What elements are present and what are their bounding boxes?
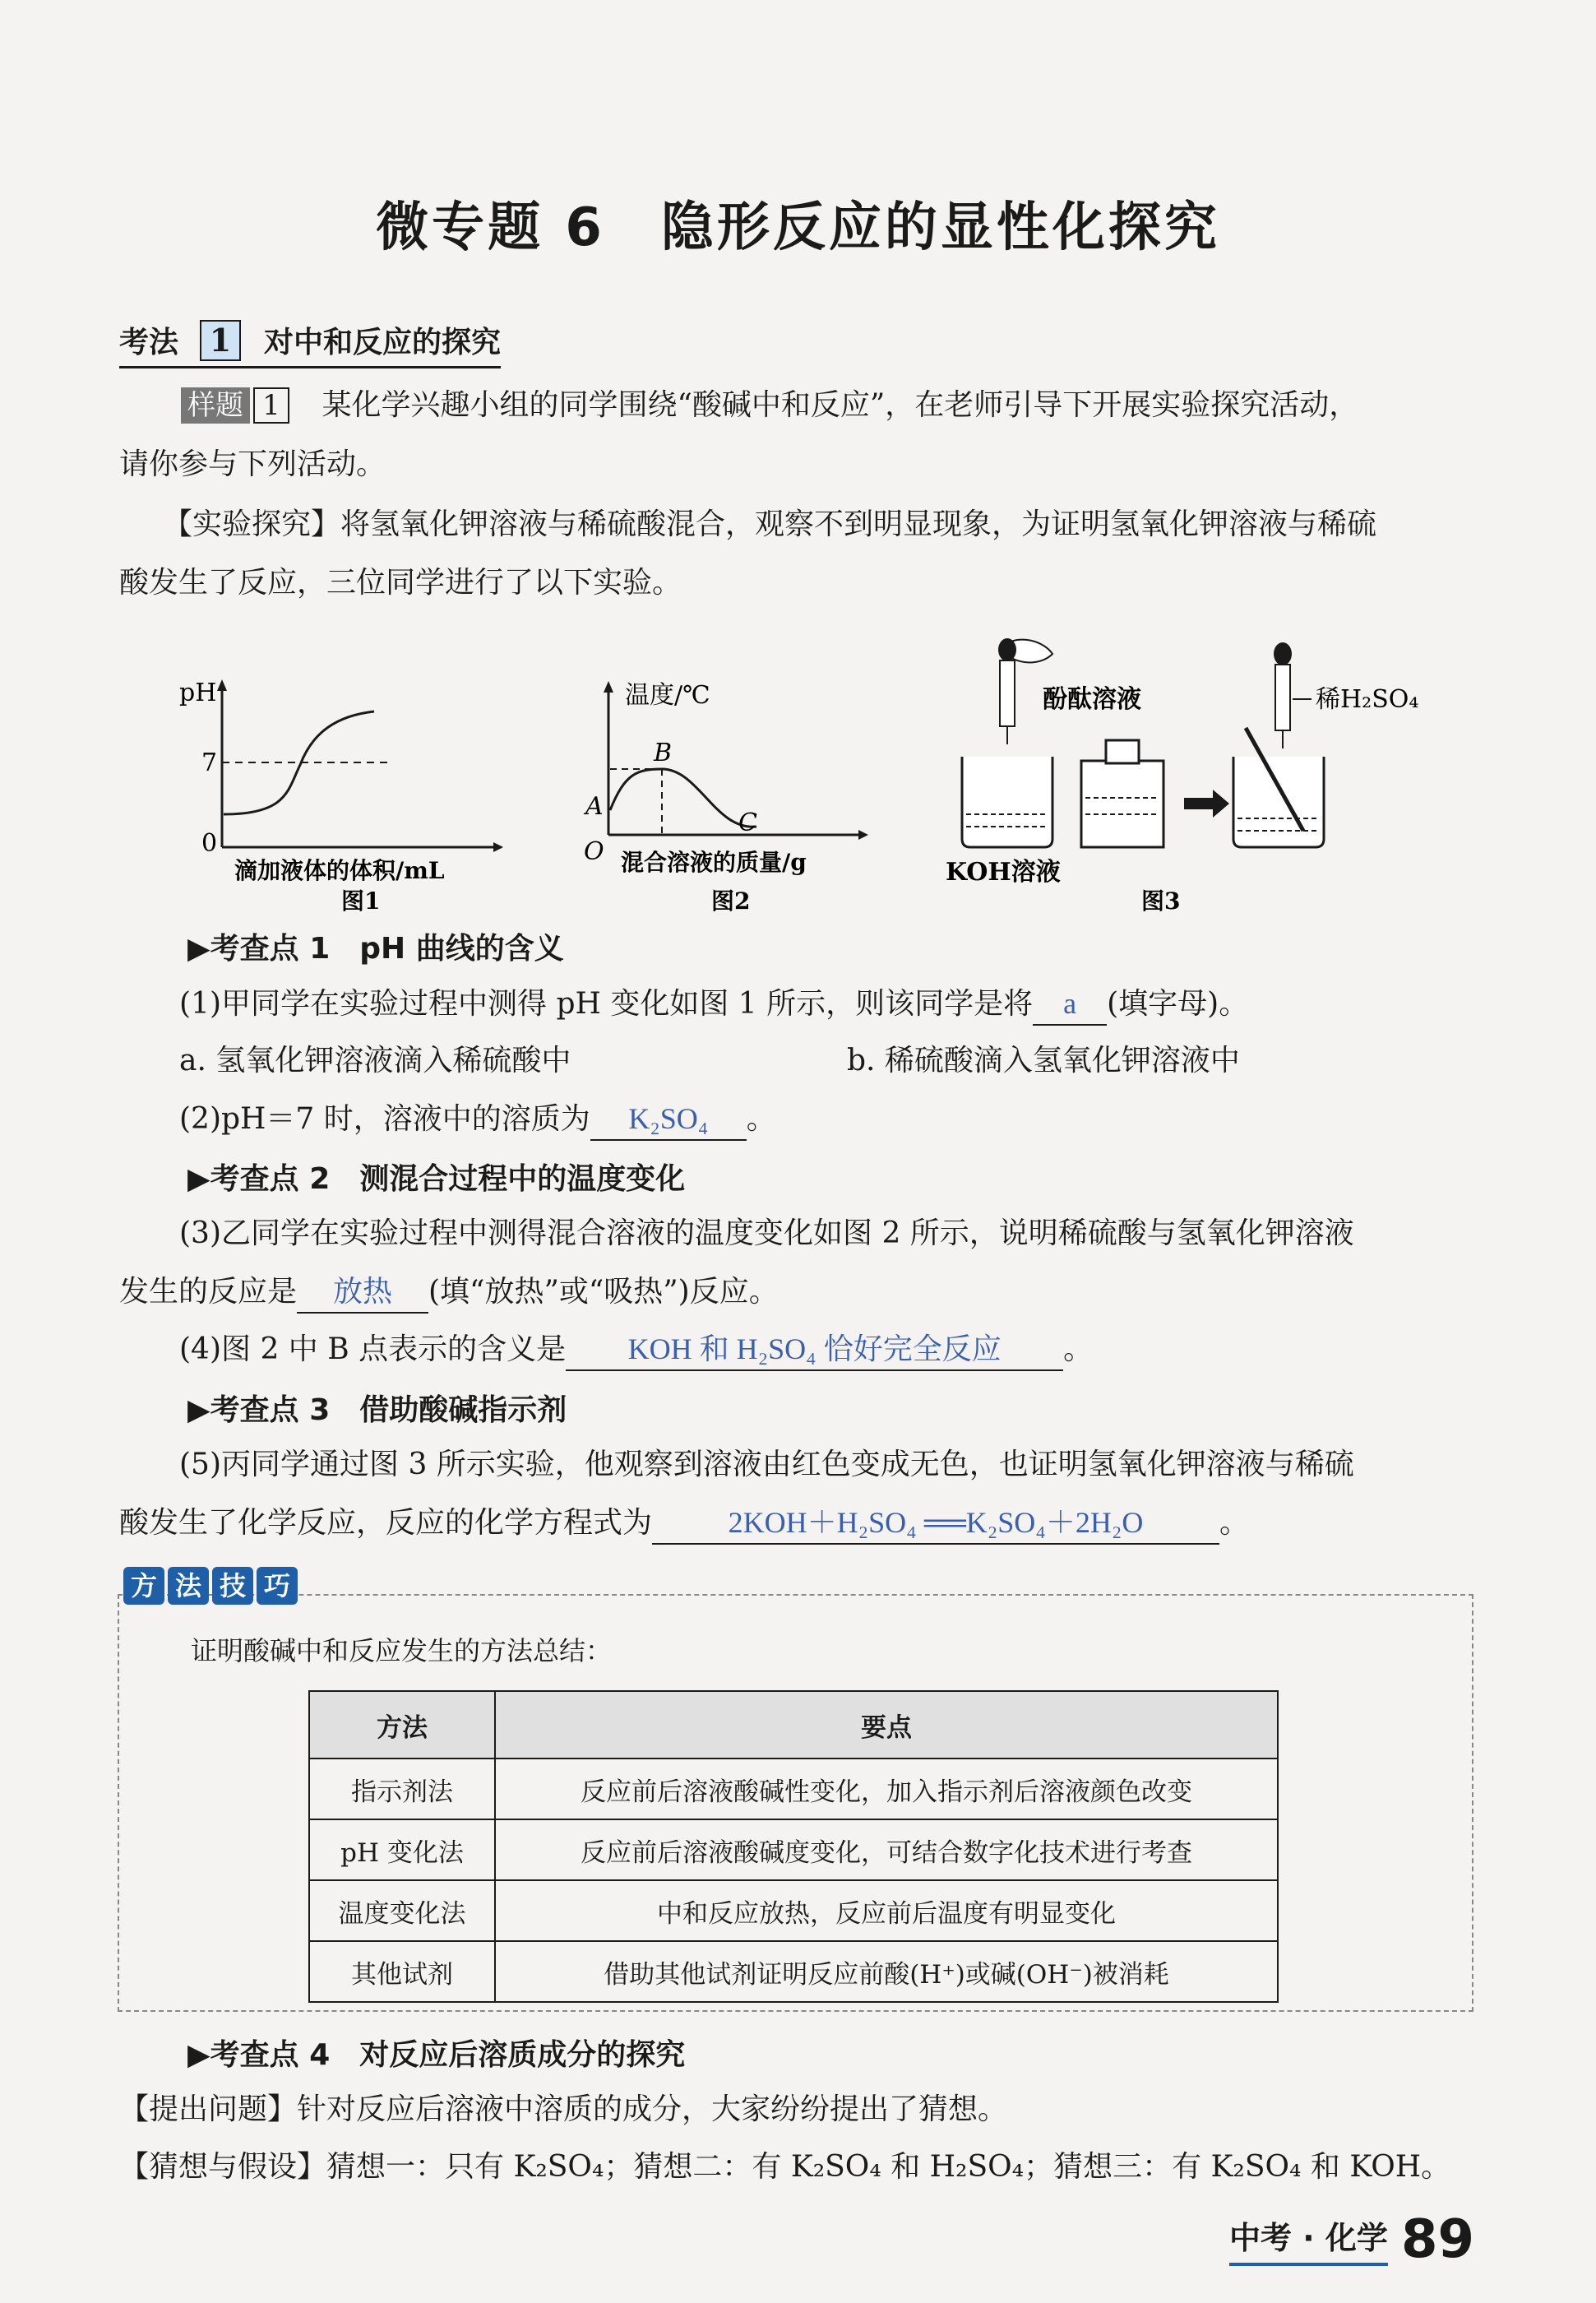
question-1 bbox=[179, 983, 1248, 1026]
dropper-bulb-2 bbox=[1274, 642, 1292, 665]
dropper-tube-1 bbox=[1000, 660, 1015, 726]
question-3-text: 发生的反应是 bbox=[119, 1275, 298, 1309]
table-cell: pH 变化法 bbox=[309, 1819, 495, 1880]
page-number: 89 bbox=[1400, 2209, 1474, 2270]
question-2-text: (2)pH＝7 时，溶液中的溶质为 bbox=[179, 1102, 590, 1136]
fig1-caption: 图1 bbox=[341, 887, 381, 913]
fig3-phenol-label: 酚酞溶液 bbox=[1043, 685, 1141, 714]
beaker-mixed bbox=[1233, 757, 1324, 847]
fig1-ylabel: pH bbox=[179, 679, 217, 707]
figure-2 bbox=[567, 666, 896, 913]
method-tag-char: 方 bbox=[123, 1567, 164, 1605]
question-1-tail: (填字母)。 bbox=[1107, 987, 1249, 1021]
fig2-temp-curve bbox=[610, 769, 756, 827]
phenol-bottle-neck bbox=[1106, 740, 1139, 763]
proposed-question: 【提出问题】针对反应后溶液中溶质的成分，大家纷纷提出了猜想。 bbox=[119, 2092, 1008, 2126]
fig2-origin: O bbox=[584, 837, 604, 866]
question-2-tail: 。 bbox=[746, 1102, 776, 1136]
fig3-caption: 图3 bbox=[1141, 887, 1181, 913]
question-4-text: (4)图 2 中 B 点表示的含义是 bbox=[179, 1332, 567, 1366]
question-4-answer: KOH 和 H₂SO₄ 恰好完全反应 bbox=[566, 1328, 1063, 1371]
table-cell: 借助其他试剂证明反应前酸(H⁺)或碱(OH⁻)被消耗 bbox=[495, 1941, 1278, 2002]
table-cell: 中和反应放热，反应前后温度有明显变化 bbox=[495, 1880, 1278, 1941]
point-4-heading: ▶考查点 4 对反应后溶质成分的探究 bbox=[187, 2038, 686, 2072]
experiment-line2: 酸发生了反应，三位同学进行了以下实验。 bbox=[119, 566, 682, 600]
method-tag-char: 巧 bbox=[257, 1567, 298, 1605]
figure-1 bbox=[164, 666, 510, 913]
hypotheses: 【猜想与假设】猜想一：只有 K₂SO₄；猜想二：有 K₂SO₄ 和 H₂SO₄；猜想三：有 K₂SO₄ 和 KOH。 bbox=[119, 2150, 1451, 2184]
fig2-caption: 图2 bbox=[711, 887, 751, 913]
question-1-text: (1)甲同学在实验过程中测得 pH 变化如图 1 所示，则该同学是将 bbox=[179, 987, 1034, 1021]
fig1-xlabel: 滴加液体的体积/mL bbox=[234, 857, 445, 884]
point-1-heading: ▶考查点 1 pH 曲线的含义 bbox=[187, 932, 564, 966]
table-header: 方法 bbox=[309, 1691, 495, 1759]
point-2-heading: ▶考查点 2 测混合过程中的温度变化 bbox=[187, 1162, 686, 1196]
sample-intro-line2: 请你参与下列活动。 bbox=[119, 447, 386, 481]
method-tag-char: 法 bbox=[168, 1567, 209, 1605]
table-row bbox=[309, 1880, 1278, 1941]
section-label: 考法 bbox=[119, 326, 179, 359]
experiment-line1: 【实验探究】将氢氧化钾溶液与稀硫酸混合，观察不到明显现象，为证明氢氧化钾溶液与稀硫 bbox=[163, 507, 1377, 541]
question-5-text: 酸发生了化学反应，反应的化学方程式为 bbox=[119, 1506, 653, 1540]
option-a: a. 氢氧化钾溶液滴入稀硫酸中 bbox=[179, 1044, 571, 1077]
section-heading bbox=[119, 319, 501, 368]
sample-tag: 样题 bbox=[181, 387, 250, 424]
footer-subject: 中考 · 化学 bbox=[1229, 2213, 1388, 2266]
sample-number: 1 bbox=[253, 387, 289, 424]
point-3-heading: ▶考查点 3 借助酸碱指示剂 bbox=[187, 1393, 567, 1427]
table-row bbox=[309, 1759, 1278, 1819]
figure-3 bbox=[929, 621, 1439, 913]
question-3-line1: (3)乙同学在实验过程中测得混合溶液的温度变化如图 2 所示，说明稀硫酸与氢氧化钾溶液 bbox=[179, 1216, 1354, 1250]
section-name: 对中和反应的探究 bbox=[264, 326, 502, 359]
fig2-point-c: C bbox=[738, 809, 757, 837]
fig1-x-arrow bbox=[493, 842, 503, 852]
sample-intro-line1 bbox=[181, 385, 1358, 426]
question-2 bbox=[179, 1098, 776, 1141]
method-summary: 证明酸碱中和反应发生的方法总结： bbox=[191, 1635, 613, 1666]
beaker-koh bbox=[962, 757, 1052, 847]
question-3-answer: 放热 bbox=[297, 1271, 428, 1314]
arrow-icon bbox=[1184, 790, 1229, 818]
table-cell: 指示剂法 bbox=[309, 1759, 495, 1819]
option-b: b. 稀硫酸滴入氢氧化钾溶液中 bbox=[847, 1044, 1240, 1077]
phenol-bottle bbox=[1081, 761, 1163, 847]
question-3-tail: (填“放热”或“吸热”)反应。 bbox=[428, 1275, 779, 1309]
table-header: 要点 bbox=[495, 1691, 1278, 1759]
table-row bbox=[309, 1941, 1278, 2002]
question-5-line2 bbox=[119, 1502, 1249, 1545]
fig2-x-arrow bbox=[858, 830, 868, 840]
question-2-answer: K₂SO₄ bbox=[590, 1098, 747, 1141]
page-title: 微专题 6 隐形反应的显性化探究 bbox=[376, 197, 1220, 258]
fig1-tick-7: 7 bbox=[201, 748, 218, 777]
fig1-origin: 0 bbox=[201, 829, 218, 858]
fig1-ph-curve bbox=[224, 711, 374, 814]
dropper-tube-2 bbox=[1275, 665, 1290, 730]
method-table bbox=[308, 1690, 1279, 2003]
question-5-answer: 2KOH＋H₂SO₄ ══K₂SO₄＋2H₂O bbox=[652, 1502, 1219, 1545]
question-5-line1: (5)丙同学通过图 3 所示实验，他观察到溶液由红色变成无色，也证明氢氧化钾溶液与稀硫 bbox=[179, 1448, 1354, 1481]
question-5-tail: 。 bbox=[1219, 1506, 1250, 1540]
fig3-base-label: KOH溶液 bbox=[946, 858, 1061, 887]
page-footer bbox=[1229, 2209, 1474, 2270]
fig2-xlabel: 混合溶液的质量/g bbox=[621, 849, 807, 876]
fig3-acid-label: 稀H₂SO₄ bbox=[1316, 685, 1419, 714]
table-cell: 反应前后溶液酸碱度变化，可结合数字化技术进行考查 bbox=[495, 1819, 1278, 1880]
table-cell: 反应前后溶液酸碱性变化，加入指示剂后溶液颜色改变 bbox=[495, 1759, 1278, 1819]
dropper-bulb-1 bbox=[998, 638, 1016, 661]
table-header-row bbox=[309, 1691, 1278, 1759]
table-row bbox=[309, 1819, 1278, 1880]
fig2-point-a: A bbox=[585, 792, 604, 821]
question-1-answer: a bbox=[1033, 983, 1107, 1026]
method-tag-char: 技 bbox=[212, 1567, 253, 1605]
fig2-ylabel: 温度/℃ bbox=[625, 681, 710, 710]
method-tag bbox=[123, 1567, 298, 1605]
table-cell: 温度变化法 bbox=[309, 1880, 495, 1941]
fig1-y-arrow bbox=[217, 679, 227, 691]
fig2-point-b: B bbox=[654, 739, 673, 767]
sample-intro-text: 某化学兴趣小组的同学围绕“酸碱中和反应”，在老师引导下开展实验探究活动， bbox=[322, 388, 1359, 422]
section-number: 1 bbox=[200, 320, 241, 361]
question-3-line2 bbox=[119, 1271, 779, 1314]
question-4 bbox=[179, 1328, 1093, 1371]
question-4-tail: 。 bbox=[1063, 1332, 1094, 1366]
table-cell: 其他试剂 bbox=[309, 1941, 495, 2002]
fig2-y-arrow bbox=[604, 681, 613, 693]
